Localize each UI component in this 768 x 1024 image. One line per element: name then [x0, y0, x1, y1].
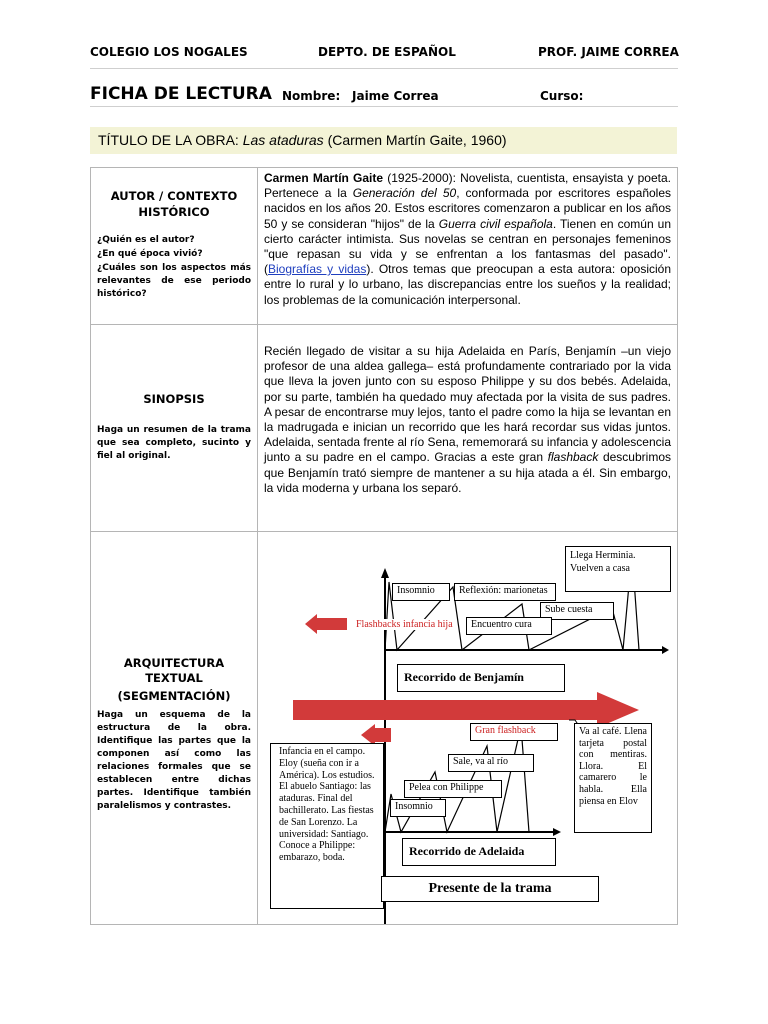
curso-label: Curso: — [540, 89, 584, 103]
autor-content-cell — [258, 168, 678, 325]
sinopsis-row — [91, 325, 678, 532]
presente-trama-box: Presente de la trama — [381, 876, 599, 902]
work-title-bar — [90, 127, 677, 154]
callout-encuentro-cura: Encuentro cura — [466, 617, 552, 635]
teacher-name: PROF. JAIME CORREA — [538, 45, 679, 59]
work-title: TÍTULO DE LA OBRA: Las ataduras (Carmen Martín Gaite, 1960) — [98, 132, 507, 148]
sinopsis-label-cell — [91, 325, 258, 532]
sinopsis-instructions: Haga un resumen de la trama que sea completo, sucinto y fiel al original. — [97, 425, 251, 461]
gran-flashback-label: Gran flashback — [470, 723, 558, 741]
flashbacks-infancia-label: Flashbacks infancia hija — [356, 619, 453, 630]
autor-question-1: ¿Quién es el autor? — [97, 235, 195, 245]
nombre-label: Nombre: — [282, 89, 341, 103]
page-title: FICHA DE LECTURA — [90, 84, 272, 104]
callout-sube-cuesta: Sube cuesta — [540, 602, 614, 620]
benjamin-timeline-arrowhead — [662, 646, 669, 654]
callout-insomnio-top: Insomnio — [392, 583, 450, 601]
school-name: COLEGIO LOS NOGALES — [90, 45, 248, 59]
sinopsis-text: Recién llegado de visitar a su hija Adelaida en París, Benjamín –un viejo profesor de una aldea gallega– está profundamente contrariado por la vida que lleva la joven junto con su esposo Philippe y su dos bebés. Adelaida, por su parte, también ha quedado muy afectada por la visita de sus padres. A pesar de encontrarse muy lejos, tanto el padre como la hija se levantan en la madrugada e inician un recorrido que les hará recordar sus vidas juntos. Adelaida, sentada frente al río Sena, rememorará su infancia y adolescencia junto a su padre en el campo. Gracias a este gran flashback descubrimos que Benjamín trató siempre de mantener a su hija atada a él. Sin embargo, la vida moderna y urbana los separó. — [264, 344, 671, 495]
autor-section-title: AUTOR / CONTEXTO HISTÓRICO — [110, 189, 238, 219]
autor-question-2: ¿En qué época vivió? — [97, 249, 203, 259]
arquitectura-section-title: ARQUITECTURA TEXTUAL (SEGMENTACIÓN) — [117, 656, 231, 703]
arquitectura-label-cell — [91, 532, 258, 925]
autor-text: Carmen Martín Gaite (1925-2000): Novelista, cuentista, ensayista y poeta. Pertenece a la Generación del 50, conformada por escritores españoles nacidos en los años 20. Estos escritores comenzaron a publicar en los años 50 y se consideran "hijos" de la Guerra civil española. Tienen en común un cierto carácter intimista. Sus novelas se centran en personajes femeninos "que repasan su vida y se enfrentan a los fantasmas del pasado". (Biografías y vidas). Otros temas que preocupan a esta autora: oposición entre lo rural y lo urbano, las discrepancias entre los sueños y la realidad; los problemas de la comunicación interpersonal. — [264, 171, 672, 307]
recorrido-adelaida-box: Recorrido de Adelaida — [402, 838, 556, 866]
time-axis-arrowhead — [381, 568, 389, 578]
sinopsis-content-cell — [258, 325, 678, 532]
callout-insomnio-bottom: Insomnio — [390, 799, 446, 817]
autor-label-cell — [91, 168, 258, 325]
department-name: DEPTO. DE ESPAÑOL — [318, 45, 456, 59]
arquitectura-instructions: Haga un esquema de la estructura de la obra. Identifique las partes que la componen así como las relaciones formales que se establecen entre dichas partes. Identifique también paralelismos y contrastes. — [97, 710, 251, 811]
adelaida-timeline-arrowhead — [553, 828, 561, 836]
autor-question-3: ¿Cuáles son los aspectos más relevantes de ese periodo histórico? — [97, 263, 251, 299]
flashback-arrow-upper — [305, 614, 347, 634]
infancia-list-box: Infancia en el campo. Eloy (sueña con ir a América). Los estudios. El abuelo Santiago: las ataduras. Final del bachillerato. Las fiestas de San Lorenzo. La universidad: Santiago. Conoce a Philippe: embarazo, boda. — [270, 743, 384, 909]
biografias-link[interactable]: Biografías y vidas — [268, 262, 367, 277]
callout-va-al-cafe: Va al café. Llena tarjeta postal con mentiras. Llora. El camarero le habla. Ella piensa en Elov — [574, 723, 652, 833]
title-divider — [90, 106, 678, 107]
header-divider — [90, 68, 678, 69]
autor-row — [91, 168, 678, 325]
recorrido-benjamin-box: Recorrido de Benjamín — [397, 664, 565, 692]
callout-reflexion: Reflexión: marionetas — [454, 583, 556, 601]
sinopsis-section-title: SINOPSIS — [143, 392, 205, 406]
nombre-value: Jaime Correa — [352, 89, 439, 103]
callout-llega-herminia: Llega Herminia. Vuelven a casa — [565, 546, 671, 592]
callout-pelea-philippe: Pelea con Philippe — [404, 780, 502, 798]
callout-sale-rio: Sale, va al río — [448, 754, 534, 772]
